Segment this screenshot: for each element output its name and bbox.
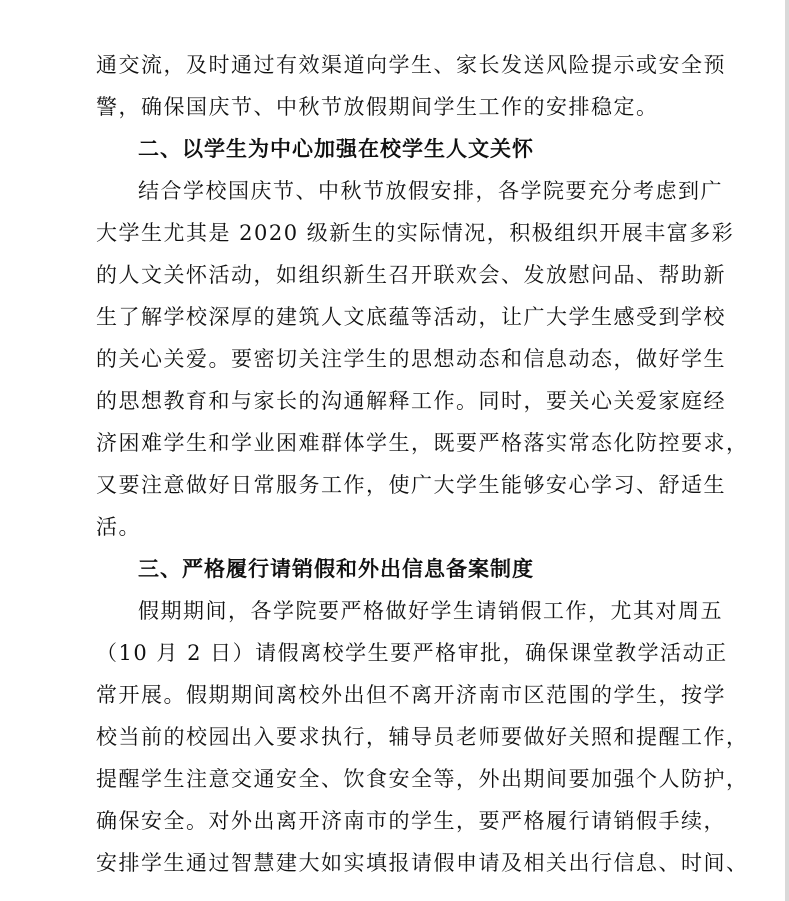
paragraph-line: 的人文关怀活动，如组织新生召开联欢会、发放慰问品、帮助新 (96, 263, 726, 287)
section-heading: 三、严格履行请销假和外出信息备案制度 (138, 557, 534, 581)
paragraph-line: 假期期间，各学院要严格做好学生请销假工作，尤其对周五 (138, 599, 723, 623)
paragraph-line: 通交流，及时通过有效渠道向学生、家长发送风险提示或安全预 (96, 53, 726, 77)
paragraph-line: 的思想教育和与家长的沟通解释工作。同时，要关心关爱家庭经 (96, 389, 726, 413)
paragraph-line: 常开展。假期期间离校外出但不离开济南市区范围的学生，按学 (96, 683, 726, 707)
paragraph-line: 确保安全。对外出离开济南市的学生，要严格履行请销假手续， (96, 809, 726, 833)
paragraph-line: 生了解学校深厚的建筑人文底蕴等活动，让广大学生感受到学校 (96, 305, 726, 329)
paragraph-line: （10 月 2 日）请假离校学生要严格审批，确保课堂教学活动正 (96, 641, 728, 665)
section-heading: 二、以学生为中心加强在校学生人文关怀 (138, 137, 534, 161)
paragraph-line: 济困难学生和学业困难群体学生，既要严格落实常态化防控要求， (96, 431, 749, 455)
page-edge (785, 0, 789, 901)
paragraph-line: 警，确保国庆节、中秋节放假期间学生工作的安排稳定。 (96, 95, 659, 119)
paragraph-line: 安排学生通过智慧建大如实填报请假申请及相关出行信息、时间、 (96, 851, 749, 875)
paragraph-line: 的关心关爱。要密切关注学生的思想动态和信息动态，做好学生 (96, 347, 726, 371)
paragraph-line: 活。 (96, 515, 141, 539)
paragraph-line: 校当前的校园出入要求执行，辅导员老师要做好关照和提醒工作， (96, 725, 749, 749)
paragraph-line: 大学生尤其是 2020 级新生的实际情况，积极组织开展丰富多彩 (96, 221, 735, 245)
paragraph-line: 提醒学生注意交通安全、饮食安全等，外出期间要加强个人防护， (96, 767, 749, 791)
paragraph-line: 结合学校国庆节、中秋节放假安排，各学院要充分考虑到广 (138, 179, 723, 203)
paragraph-line: 又要注意做好日常服务工作，使广大学生能够安心学习、舒适生 (96, 473, 726, 497)
